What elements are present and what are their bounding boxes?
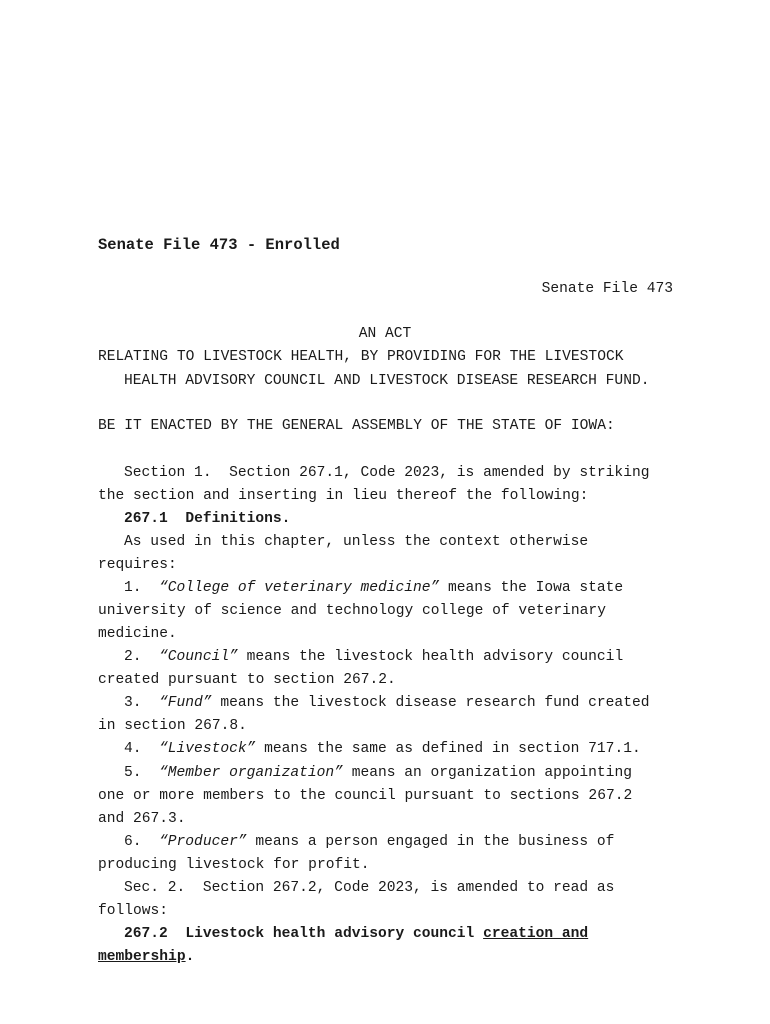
- document-title: Senate File 473 - Enrolled: [98, 236, 340, 254]
- definition-text: means the livestock health advisory council: [237, 649, 624, 665]
- added-text: creation and: [483, 926, 589, 942]
- definition-term: “Fund”: [159, 695, 212, 711]
- act-subject-line-1: RELATING TO LIVESTOCK HEALTH, BY PROVIDING FOR THE LIVESTOCK: [98, 349, 624, 365]
- act-heading: AN ACT: [358, 326, 412, 342]
- definition-1-line-3: medicine.: [98, 626, 177, 642]
- act-subject-line-2: HEALTH ADVISORY COUNCIL AND LIVESTOCK DISEASE RESEARCH FUND.: [124, 373, 650, 389]
- heading-number: 267.2: [124, 926, 168, 942]
- definition-term: “College of veterinary medicine”: [159, 580, 440, 596]
- added-text: membership: [98, 949, 186, 965]
- definition-text: means the Iowa state: [439, 580, 624, 596]
- definition-text: means the livestock disease research fund created: [211, 695, 650, 711]
- definition-term: “Member organization”: [159, 765, 343, 781]
- definitions-intro-line-1: As used in this chapter, unless the context otherwise: [124, 534, 589, 550]
- definition-3-line-2: in section 267.8.: [98, 718, 247, 734]
- definition-3: [124, 694, 649, 712]
- definition-5: [124, 764, 632, 782]
- section-1-line-2: the section and inserting in lieu thereof the following:: [98, 488, 589, 504]
- heading-period: .: [185, 949, 195, 965]
- definition-4: [124, 740, 641, 758]
- definition-text: means an organization appointing: [342, 765, 632, 781]
- definition-text: means the same as defined in section 717.1.: [255, 741, 641, 757]
- definition-term: “Producer”: [159, 834, 247, 850]
- definition-6: [124, 833, 614, 851]
- definition-number: 2.: [124, 649, 142, 665]
- definition-number: 6.: [124, 834, 142, 850]
- definition-1: [124, 579, 623, 597]
- heading-text: Definitions.: [185, 511, 291, 527]
- section-2-line-2: follows:: [98, 903, 169, 919]
- heading-number: 267.1: [124, 511, 168, 527]
- definition-1-line-2: university of science and technology college of veterinary: [98, 603, 606, 619]
- definition-2-line-2: created pursuant to section 267.2.: [98, 672, 396, 688]
- definition-term: “Council”: [159, 649, 238, 665]
- definition-6-line-2: producing livestock for profit.: [98, 857, 370, 873]
- definition-number: 5.: [124, 765, 142, 781]
- section-2-line-1: Sec. 2. Section 267.2, Code 2023, is amended to read as: [124, 880, 615, 896]
- definition-number: 3.: [124, 695, 142, 711]
- section-1-line-1: Section 1. Section 267.1, Code 2023, is amended by striking: [124, 465, 650, 481]
- definition-5-line-2: one or more members to the council pursuant to sections 267.2: [98, 788, 633, 804]
- file-reference: Senate File 473: [541, 281, 673, 297]
- section-267-2-heading: [124, 925, 588, 943]
- section-267-2-heading-line-2: [98, 948, 194, 966]
- enacting-clause: BE IT ENACTED BY THE GENERAL ASSEMBLY OF THE STATE OF IOWA:: [98, 418, 615, 434]
- definition-text: means a person engaged in the business of: [246, 834, 615, 850]
- definition-number: 1.: [124, 580, 142, 596]
- definition-2: [124, 648, 623, 666]
- heading-text: Livestock health advisory council: [185, 926, 475, 942]
- definitions-intro-line-2: requires:: [98, 557, 177, 573]
- definition-term: “Livestock”: [159, 741, 256, 757]
- definition-5-line-3: and 267.3.: [98, 811, 186, 827]
- section-267-1-heading: [124, 510, 290, 528]
- definition-number: 4.: [124, 741, 142, 757]
